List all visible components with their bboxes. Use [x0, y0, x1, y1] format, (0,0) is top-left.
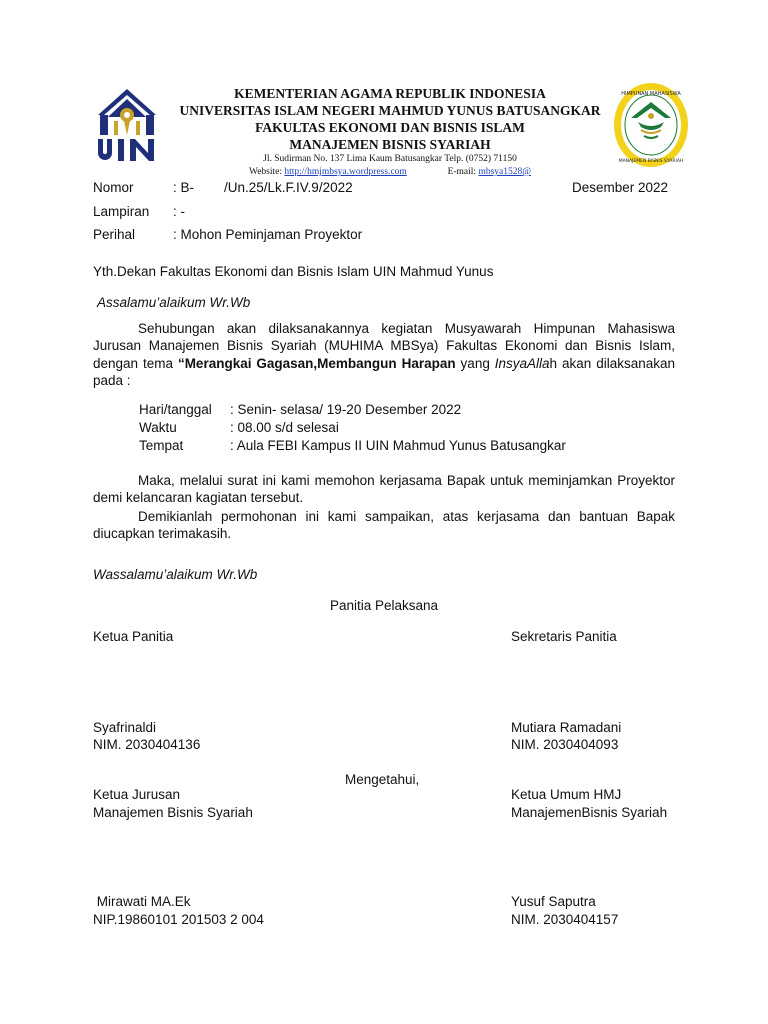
letterhead-department: MANAJEMEN BISNIS SYARIAH: [289, 137, 491, 152]
schedule-date-value: : Senin- selasa/ 19-20 Desember 2022: [230, 402, 462, 417]
letter-date: Desember 2022: [572, 180, 669, 195]
recipient: Yth.Dekan Fakultas Ekonomi dan Bisnis Islam UIN Mahmud Yunus: [93, 264, 494, 279]
perihal-value: : Mohon Peminjaman Proyektor: [173, 227, 363, 242]
hmj-head-name: Yusuf Saputra: [511, 894, 596, 909]
schedule-time-value: : 08.00 s/d selesai: [230, 420, 339, 435]
lampiran-label: Lampiran: [93, 204, 150, 219]
website-label: Website:: [248, 167, 282, 177]
schedule-date-label: Hari/tanggal: [139, 402, 212, 417]
letterhead-address: Jl. Sudirman No. 137 Lima Kaum Batusangkar Telp. (0752) 71150: [263, 154, 517, 164]
svg-text:MANAJEMEN BISNIS SYARIAH: MANAJEMEN BISNIS SYARIAH: [618, 159, 684, 164]
letterhead-contact: [165, 167, 615, 177]
uin-logo: [94, 85, 160, 165]
letterhead-university: UNIVERSITAS ISLAM NEGERI MAHMUD YUNUS BATUSANGKAR: [179, 103, 601, 118]
letterhead-ministry: KEMENTERIAN AGAMA REPUBLIK INDONESIA: [234, 86, 546, 101]
dept-head-title-1: Ketua Jurusan: [93, 787, 181, 802]
nomor-value: : B- /Un.25/Lk.F.IV.9/2022: [173, 180, 353, 195]
hmj-head-nim: NIM. 2030404157: [511, 912, 619, 927]
paragraph-3: Demikianlah permohonan ini kami sampaikan, atas kerjasama dan bantuan Bapak diucapkan terimakasih.: [93, 509, 675, 542]
hmj-head-title-2: ManajemenBisnis Syariah: [511, 805, 668, 820]
email-link[interactable]: mbsya1528@: [478, 167, 531, 177]
chair-nim: NIM. 2030404136: [93, 737, 201, 752]
chair-title: Ketua Panitia: [93, 629, 174, 644]
secretary-name: Mutiara Ramadani: [511, 720, 622, 735]
para1-text-b: yang: [455, 355, 495, 371]
svg-text:HIMPUNAN MAHASISWA: HIMPUNAN MAHASISWA: [621, 91, 681, 97]
secretary-title: Sekretaris Panitia: [511, 629, 617, 644]
dept-head-nip: NIP.19860101 201503 2 004: [93, 912, 264, 927]
dept-head-name: Mirawati MA.Ek: [93, 894, 191, 909]
para1-text-a: Sehubungan akan dilaksanakannya kegiatan Musyawarah Himpunan Mahasiswa Jurusan Manajemen Bisnis Syariah (MUHIMA MBSya) Fakultas Ekonomi dan Bisnis Islam, dengan tema: [93, 321, 675, 371]
greeting: Assalamu’alaikum Wr.Wb: [97, 295, 251, 310]
website-link[interactable]: http://hmjmbsya.wordpress.com: [284, 167, 407, 177]
committee-heading: Panitia Pelaksana: [329, 598, 439, 613]
schedule-place-value: : Aula FEBI Kampus II UIN Mahmud Yunus Batusangkar: [230, 438, 566, 453]
schedule-place-label: Tempat: [139, 438, 184, 453]
hmj-head-title-1: Ketua Umum HMJ: [511, 787, 622, 802]
email-label: E-mail:: [447, 167, 477, 177]
letterhead-faculty: FAKULTAS EKONOMI DAN BISNIS ISLAM: [255, 120, 525, 135]
hmj-logo: [611, 80, 691, 170]
lampiran-value: : -: [173, 204, 185, 219]
para1-text-c: h akan dilaksanakan pada :: [93, 355, 675, 388]
perihal-label: Perihal: [93, 227, 136, 242]
nomor-label: Nomor: [93, 180, 134, 195]
paragraph-1: [93, 320, 675, 389]
dept-head-title-2: Manajemen Bisnis Syariah: [93, 805, 253, 820]
paragraph-2: Maka, melalui surat ini kami memohon kerjasama Bapak untuk meminjamkan Proyektor demi kelancaran kagiatan tersebut.: [93, 473, 675, 506]
acknowledged-heading: Mengetahui,: [345, 772, 420, 787]
event-theme: “Merangkai Gagasan,Membangun Harapan: [177, 355, 456, 371]
insyaallah: InsyaAlla: [494, 355, 550, 371]
schedule-time-label: Waktu: [139, 420, 177, 435]
secretary-nim: NIM. 2030404093: [511, 737, 619, 752]
chair-name: Syafrinaldi: [93, 720, 157, 735]
closing-greeting: Wassalamu’alaikum Wr.Wb: [93, 567, 258, 582]
